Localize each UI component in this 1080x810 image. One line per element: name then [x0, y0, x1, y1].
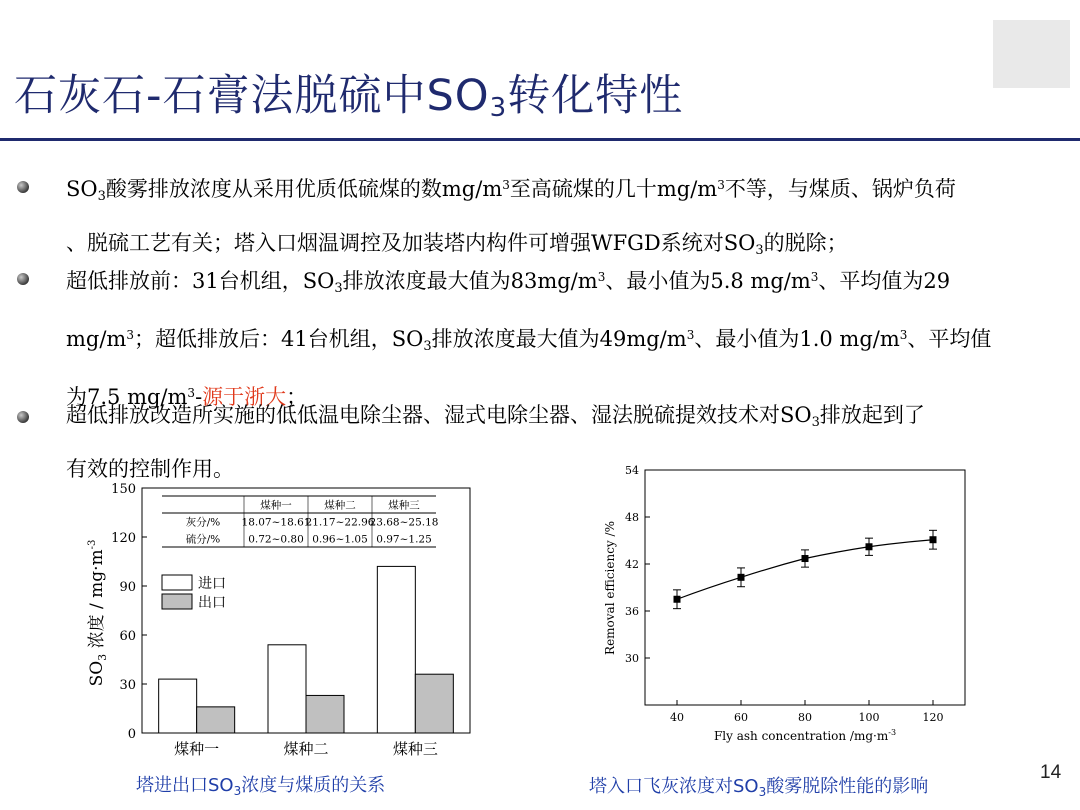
data-point	[866, 543, 873, 550]
bar-y-tick-label: 60	[119, 629, 136, 644]
coal-property-table	[162, 496, 438, 547]
bullet-fragment: 超低排放前：31台机组，SO	[66, 269, 335, 293]
bullet-fragment: 、脱硫工艺有关；塔入口烟温调控及加装塔内构件可增强WFGD系统对SO	[66, 231, 756, 255]
table-header-cell: 煤种二	[324, 499, 356, 512]
bullet-fragment: ；	[286, 385, 308, 409]
slide-title: 石灰石-石膏法脱硫中$SO_3$转化特性	[14, 71, 684, 123]
bullet-marker-3	[14, 408, 32, 426]
bullet-fragment: 排放浓度最大值为83mg/m	[342, 269, 598, 293]
table-header-cell: 煤种一	[260, 499, 292, 512]
bullet-fragment: 3	[810, 270, 819, 284]
bullet-fragment: 排放起到了	[819, 403, 925, 427]
legend-label-outlet: 出口	[198, 595, 226, 611]
data-point	[802, 555, 809, 562]
table-cell: 0.72~0.80	[248, 533, 304, 546]
left-chart-caption: 塔进出口$SO_3$浓度与煤质的关系	[136, 775, 386, 798]
bullet-fragment: 3	[423, 339, 432, 354]
legend-label-inlet: 进口	[198, 576, 226, 592]
scatter-plot-frame	[645, 470, 965, 705]
bullet-fragment: -	[195, 385, 203, 409]
data-point	[738, 574, 745, 581]
bullet-fragment: 3	[502, 178, 510, 192]
removal-efficiency-scatter-chart	[590, 458, 980, 750]
bullet-fragment: 为7.5 mg/m	[66, 385, 188, 409]
bullet-fragment: 3	[597, 270, 606, 284]
bullet-fragment: 、平均值	[907, 327, 992, 351]
bullet-marker-2	[14, 270, 32, 288]
bar-inlet-3	[377, 566, 415, 733]
bullet-fragment: 3	[899, 328, 908, 342]
bar-outlet-3	[415, 674, 453, 733]
table-cell: 灰分/%	[185, 516, 221, 529]
bullet-fragment: 排放浓度最大值为49mg/m	[431, 327, 687, 351]
bullet-fragment: ；超低排放后：41台机组，SO	[134, 327, 424, 351]
bullet-fragment: 3	[686, 328, 695, 342]
so3-concentration-bar-chart	[80, 478, 480, 770]
bullet-line	[66, 162, 1066, 220]
bar-y-axis-label: $SO_3$ 浓度 / $mg\cdot m^{-3}$	[87, 539, 109, 687]
data-point	[930, 536, 937, 543]
bullet-fragment: 3	[334, 281, 343, 296]
bullet-fragment: 3	[811, 415, 820, 430]
corner-placeholder-box	[993, 20, 1070, 88]
bar-outlet-1	[197, 707, 235, 733]
bar-y-tick-label: 90	[119, 580, 136, 595]
bar-y-tick-label: 150	[111, 482, 136, 497]
scatter-x-tick-label: 100	[858, 711, 880, 724]
bullet-marker-1	[14, 178, 32, 196]
bar-inlet-2	[268, 645, 306, 733]
scatter-x-axis-label: Fly ash concentration $/mg\cdot m^{-3}$	[713, 728, 897, 743]
bullet-line	[66, 312, 1066, 370]
bullet-fragment: 3	[187, 386, 196, 400]
scatter-y-tick-label: 54	[625, 464, 639, 477]
bullet-fragment: 有效的控制作用。	[66, 457, 234, 481]
table-cell: 硫分/%	[185, 533, 221, 546]
bullet-fragment: 、最小值为5.8 mg/m	[605, 269, 811, 293]
bar-x-category-label: 煤种三	[392, 740, 438, 758]
legend-swatch-inlet	[162, 575, 192, 590]
scatter-x-tick-label: 40	[670, 711, 684, 724]
scatter-y-tick-label: 48	[625, 511, 639, 524]
bullet-fragment: 3	[97, 189, 106, 204]
bar-y-tick-label: 30	[119, 678, 136, 693]
title-divider	[0, 138, 1080, 141]
bullet-fragment: 、平均值为29	[818, 269, 951, 293]
bar-outlet-2	[306, 695, 344, 733]
fit-curve	[677, 540, 933, 600]
bar-x-category-label: 煤种一	[174, 740, 220, 758]
bullet-fragment: 3	[126, 328, 134, 342]
page-number: 14	[1040, 762, 1062, 783]
scatter-x-tick-label: 60	[734, 711, 748, 724]
table-cell: 0.96~1.05	[312, 533, 368, 546]
bullet-fragment: 超低排放改造所实施的低低温电除尘器、湿式电除尘器、湿法脱硫提效技术对SO	[66, 403, 812, 427]
bullet-fragment: 、最小值为1.0 mg/m	[694, 327, 900, 351]
scatter-x-tick-label: 80	[798, 711, 812, 724]
scatter-y-axis-label: Removal efficiency /%	[603, 521, 617, 655]
bar-legend	[162, 575, 226, 611]
bullet-line	[66, 254, 1066, 312]
bar-y-tick-label: 0	[127, 727, 136, 742]
bullet-fragment: SO	[66, 177, 98, 201]
source-highlight: 源于浙大	[202, 385, 287, 409]
scatter-y-tick-label: 42	[625, 558, 639, 571]
data-point	[674, 596, 681, 603]
table-cell: 23.68~25.18	[369, 516, 439, 529]
bullet-fragment: 3	[755, 243, 764, 258]
right-chart-caption: 塔入口飞灰浓度对$SO_3$酸雾脱除性能的影响	[589, 776, 929, 799]
scatter-x-tick-label: 120	[922, 711, 944, 724]
bullet-fragment: 至高硫煤的几十mg/m	[509, 177, 718, 201]
table-cell: 21.17~22.96	[305, 516, 375, 529]
bar-y-tick-label: 120	[111, 531, 136, 546]
scatter-y-tick-label: 30	[625, 652, 639, 665]
table-cell: 0.97~1.25	[376, 533, 432, 546]
bullet-fragment: 酸雾排放浓度从采用优质低硫煤的数mg/m	[105, 177, 503, 201]
table-cell: 18.07~18.61	[241, 516, 311, 529]
legend-swatch-outlet	[162, 594, 192, 609]
bullet-line	[66, 392, 1066, 446]
table-header-cell: 煤种三	[388, 499, 420, 512]
bullet-fragment: mg/m	[66, 327, 127, 351]
bullet-fragment: 的脱除；	[763, 231, 848, 255]
bar-x-category-label: 煤种二	[283, 740, 329, 758]
bar-inlet-1	[159, 679, 197, 733]
bullet-fragment: 不等，与煤质、锅炉负荷	[724, 177, 956, 201]
scatter-y-tick-label: 36	[625, 605, 639, 618]
bullet-fragment: 3	[717, 178, 725, 192]
